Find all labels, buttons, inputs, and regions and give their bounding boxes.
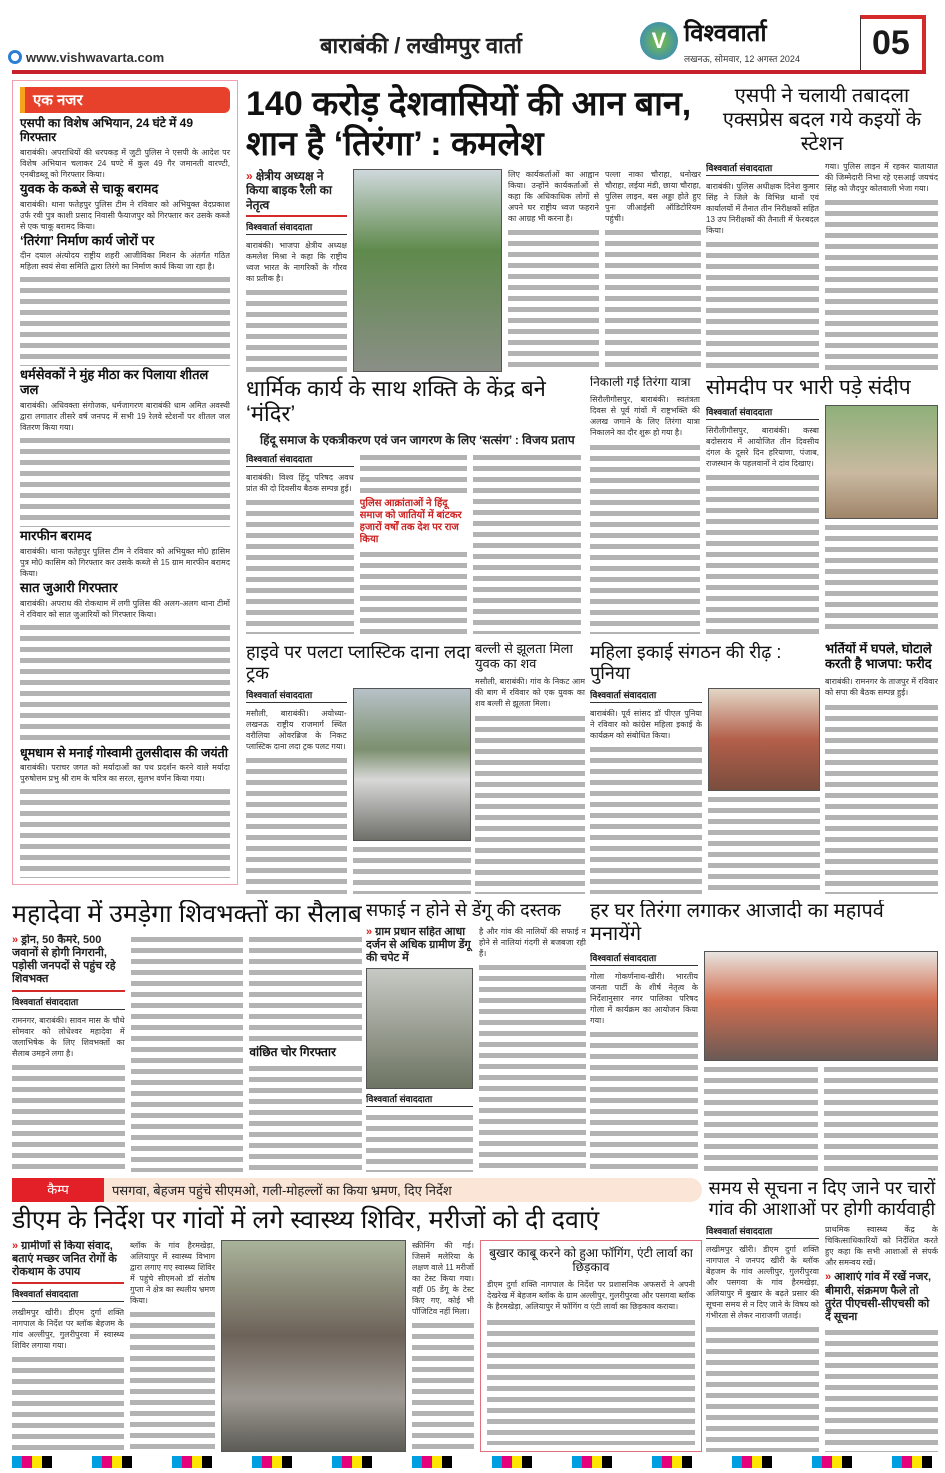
dangal-story	[706, 376, 938, 634]
lead-text: मसौली, बाराबंकी। अयोध्या-लखनऊ राष्ट्रीय राजमार्ग स्थित वरौलिया ओवरब्रिज के निकट प्लास्टिक दाना लदा ट्रक पलट गया।	[246, 709, 347, 752]
headline: सफाई न होने से डेंगू की दस्तक	[366, 900, 561, 920]
body-text-lines	[479, 962, 586, 1172]
byline: विश्ववार्ता संवाददाता	[246, 452, 354, 467]
mahadeva-story	[12, 900, 362, 1172]
chevron-icon: »	[366, 925, 373, 938]
body-text-lines	[487, 1317, 695, 1445]
headline: हाइवे पर पलटा प्लास्टिक दाना लदा ट्रक	[246, 642, 471, 683]
lead-text: मसौली, बाराबंकी। गांव के निकट आम की बाग में रविवार को एक युवक का शव बल्ली से झूलता मिला।	[475, 676, 585, 708]
body-text-lines	[825, 702, 938, 894]
headline: बल्ली से झूलता मिला युवक का शव	[475, 642, 573, 671]
kicker: आशाएं गांव में रखें नजर, बीमारी, संक्रमण फैले तो तुरंत पीएचसी-सीएचसी को दें सूचना	[825, 1271, 932, 1323]
brief-text: दीन दयाल अंत्योदय राष्ट्रीय शहरी आजीविका मिशन के अंतर्गत गठित महिला स्वयं सेवा समिति द्वारा तिरंगे का निर्माण कार्य किया जा रहा है।	[20, 251, 230, 272]
brief-title: मारफीन बरामद	[20, 527, 92, 543]
lead-text: डीएम दुर्गा शक्ति नागपाल के निर्देश पर प्रशासनिक अफसरों ने अपनी देखरेख में बेहजम ब्लॉक के ग्राम अल्लीपुर, गुलरीपुरवा और पसगवा ब्लॉक के हैरमखेड़ा, अलियापुर में फॉगिंग व एंटी लार्वा का छिड़काव कराया।	[487, 1280, 695, 1312]
body-text-lines	[20, 274, 230, 366]
bjp-meeting-photo	[704, 951, 938, 1061]
brief-title: ‘तिरंगा’ निर्माण कार्य जोरों पर	[20, 232, 155, 248]
brief-title: धूमधाम से मनाई गोस्वामी तुलसीदास की जयंती	[20, 745, 229, 760]
body-text-lines	[246, 287, 347, 372]
tiranga-yatra-story	[590, 376, 700, 634]
lead-text: सिरौलीगौसपुर, बाराबंकी। स्वतंत्रता दिवस से पूर्व गांवों में राष्ट्रभक्ति की अलख जगाने के लिए तिरंगा यात्रा निकालने का दौर शुरू हो गया है।	[590, 394, 700, 437]
lead-text: बाराबंकी। पूर्व सांसद डॉ पीएल पुनिया ने रविवार को कांग्रेस महिला इकाई के कार्यक्रम को संबोधित किया।	[590, 709, 702, 741]
chevron-icon: »	[12, 1239, 19, 1252]
print-color-bar	[12, 1456, 938, 1468]
lead-story	[246, 84, 701, 372]
headline: महादेवा में उमड़ेगा शिवभक्तों का सैलाब	[12, 900, 362, 928]
byline: विश्ववार्ता संवाददाता	[706, 161, 819, 176]
web-icon	[8, 50, 22, 64]
kicker: ड्रोन, 50 कैमरे, 500 जवानों से होगी निगरानी, पड़ोसी जनपदों से पहुंच रहे शिवभक्त	[12, 933, 116, 986]
camp-section	[12, 1178, 702, 1452]
body-text-lines	[249, 1063, 362, 1172]
body-text-lines	[366, 1112, 473, 1172]
lead-text: है और गांव की नालियों की सफाई न होने से नालियां गंदगी से बजबजा रही हैं।	[479, 926, 586, 958]
header-rule	[12, 70, 926, 74]
headline: समय से सूचना न दिए जाने पर चारों गांव की आशाओं पर होगी कार्यवाही	[708, 1178, 936, 1219]
har-ghar-tiranga-story	[590, 900, 938, 1172]
brief-text: बाराबंकी। अधिवक्ता संगोजक, धर्मजागरण बाराबंकी धाम अमित अवस्थी द्वारा लगातार तीसरे वर्ष जनपद में सभी 19 रेलवे स्टेशनों पर शीतल जल वितरण किया गया।	[20, 401, 230, 433]
body-text-lines	[475, 713, 585, 894]
byline: विश्ववार्ता संवाददाता	[366, 1092, 473, 1107]
body-text-lines	[706, 239, 819, 372]
logo-text: विश्ववार्ता	[684, 20, 767, 47]
bharti-story	[825, 642, 938, 894]
masthead	[0, 0, 945, 76]
body-text-lines	[508, 227, 599, 372]
body-text-lines	[360, 549, 468, 634]
body-text-lines	[590, 744, 702, 894]
headline: एसपी ने चलायी तबादला एक्सप्रेस बदल गये कइयों के स्टेशन	[722, 85, 922, 155]
headline: महिला इकाई संगठन की रीढ़ : पुनिया	[590, 642, 782, 683]
body-text-lines	[246, 497, 354, 634]
divider	[246, 215, 347, 217]
brief-title: एसपी का विशेष अभियान, 24 घंटे में 49 गिरफ्तार	[20, 116, 193, 144]
byline: विश्ववार्ता संवाददाता	[12, 995, 125, 1010]
headline: भर्तियों में घपले, घोटाले करती है भाजपा: फरीद	[825, 642, 932, 671]
mahila-story	[590, 642, 820, 894]
headline: धार्मिक कार्य के साथ शक्ति के केंद्र बने ‘मंदिर’	[246, 376, 546, 427]
body-text-lines	[605, 227, 701, 372]
lead-text: लखीमपुर खीरी। डीएम दुर्गा शक्ति नागपाल के निर्देश पर ब्लॉक बेहजम के गांव अल्लीपुर, गुलरीपुरवा में स्वास्थ्य शिविर लगाया गया।	[12, 1308, 124, 1351]
page-number: 05	[872, 24, 910, 62]
brief-title: धर्मसेवकों ने मुंह मीठा कर पिलाया शीतल जल	[20, 367, 209, 398]
meeting-photo	[708, 688, 820, 790]
dateline: लखनऊ, सोमवार, 12 अगस्त 2024	[684, 54, 800, 64]
camp-village-photo	[221, 1240, 406, 1452]
lead-text: बाराबंकी। भाजपा क्षेत्रीय अध्यक्ष कमलेश मिश्रा ने कहा कि राष्ट्रीय ध्वज भारत के नागरिकों के गौरव का प्रतीक है।	[246, 241, 347, 284]
asha-story	[706, 1178, 938, 1452]
brief-title: युवक के कब्जे से चाकू बरामद	[20, 180, 159, 196]
body-found-story	[475, 642, 585, 894]
fogging-box	[480, 1240, 702, 1452]
lead-headline: 140 करोड़ देशवासियों की आन बान, शान है ‘तिरंगा’ : कमलेश	[246, 85, 692, 163]
section-title: बाराबंकी / लखीमपुर वार्ता	[320, 33, 522, 58]
body-text-lines	[825, 197, 938, 372]
brief-text: बाराबंकी। थाना फतेहपुर पुलिस टीम ने रविवार को अभियुक्त मो0 हासिम पुत्र मो0 कासिम को गिरफ्तार कर उसके कब्जे से 15 ग्राम मारफीन बरामद किया।	[20, 546, 230, 578]
byline: विश्ववार्ता संवाददाता	[706, 1224, 819, 1239]
body-text-lines	[590, 442, 700, 634]
drain-photo	[366, 968, 473, 1089]
brief-title: सात जुआरी गिरफ्तार	[20, 579, 118, 595]
body-text-lines	[360, 452, 468, 495]
brief-text: बाराबंकी। पराचर जगत को मर्यादाओं का पथ प्रदर्शन करने वाले मर्यादा पुरुषोत्तम प्रभु श्री राम के चरित्र का सरल, सुलभ वर्णन किया गया।	[20, 763, 230, 784]
chevron-icon: »	[246, 169, 253, 183]
ek-najar-label: एक नजर	[20, 87, 230, 113]
body-text-lines	[130, 1309, 215, 1452]
body-text-lines	[12, 1062, 125, 1173]
overturned-truck-photo	[353, 688, 472, 840]
truck-story	[246, 642, 471, 894]
col3-text: स्क्रीनिंग की गई। जिसमें मलेरिया के लक्षण वाले 11 मरीजों का टेस्ट किया गया। वहीं 05 डेंगू के टेस्ट किए गए, कोई भी पॉजिटिव नहीं मिला।	[412, 1240, 474, 1316]
lead-text: लखीमपुर खीरी। डीएम दुर्गा शक्ति नागपाल ने जनपद खीरी के ब्लॉक बेहजम के गांव अल्लीपुर, गुलरीपुरवा और पसगवा के गांव हैरमखेड़ा, अलियापुर में बुखार के बढ़ते प्रसार की सूचना समय से न दिए जाने के विषय को गंभीरता से लेकर नाराजगी जताई।	[706, 1245, 819, 1321]
bike-rally-photo	[353, 169, 502, 372]
byline: विश्ववार्ता संवाददाता	[246, 220, 347, 235]
chevron-icon: »	[825, 1271, 832, 1284]
lead-text: बाराबंकी। पुलिस अधीक्षक दिनेश कुमार सिंह ने जिले के विभिन्न थानों एवं कार्यालयों में तैनात तीन निरीक्षकों सहित 13 उप निरीक्षकों की तैनाती में फेरबदल किया।	[706, 182, 819, 235]
website-link[interactable]: www.vishwavarta.com	[26, 50, 165, 65]
body-text-lines	[473, 452, 581, 634]
brief-text: बाराबंकी। थाना फतेहपुर पुलिस टीम ने रविवार को अभियुक्त वेदप्रकाश उर्फ रवी पुत्र काशी प्रसाद निवासी फैयाजपुर को गिरफ्तार कर उसके कब्जे से एक चाकू बरामद किया।	[20, 199, 230, 231]
wrestling-photo	[825, 405, 938, 519]
body-text-lines	[706, 1324, 819, 1452]
brief-text: बाराबंकी। अपराधियों की धरपकड़ में जुटी पुलिस ने एसपी के आदेश पर विशेष अभियान चलाकर 24 घण्टे में कुल 49 गैर जमानती वारण्टी, एनबीडब्लू को गिरफ्तार किया।	[20, 147, 230, 179]
chevron-icon: »	[12, 933, 19, 946]
body-text-lines	[20, 622, 230, 744]
headline: निकाली गई तिरंगा यात्रा	[590, 376, 691, 389]
subhead: वांछित चोर गिरफ्तार	[249, 1044, 336, 1059]
logo-icon: V	[640, 22, 678, 60]
kicker: क्षेत्रीय अध्यक्ष ने किया बाइक रैली का नेतृत्व	[246, 169, 332, 212]
body-text-lines	[706, 472, 819, 634]
camp-banner-text: पसगवा, बेहजम पहुंचे सीएमओ, गली-मोहल्लों का किया भ्रमण, दिए निर्देश	[112, 1183, 452, 1198]
byline: विश्ववार्ता संवाददाता	[590, 951, 698, 966]
col2-text: गया। पुलिस लाइन में रहकर यातायात की जिम्मेदारी निभा रहे एसआई जयचंद सिंह को जैदपुर कोतवाली भेजा गया।	[825, 162, 938, 193]
body-text-lines	[12, 1354, 124, 1452]
headline: बुखार काबू करने को हुआ फॉगिंग, एंटी लार्वा का छिड़काव	[489, 1245, 693, 1274]
lead-text: बाराबंकी। विश्व हिंदू परिषद अवध प्रांत की दो दिवसीय बैठक सम्पन्न हुई।	[246, 472, 354, 493]
body-text-lines	[249, 934, 362, 1043]
body-text-lines	[20, 435, 230, 527]
body-text-lines	[353, 844, 472, 894]
col2-text: प्राथमिक स्वास्थ्य केंद्र के चिकित्साधिकारियों को निर्देशित करते हुए कहा कि सभी आशाओं से संपर्क और समन्वय रखें।	[825, 1225, 938, 1268]
body-text-lines	[704, 1064, 818, 1172]
col3-text: पल्ला नाका चौराहा, धनोखर चौराहा, लईया मंडी, छाया चौराहा, पुलिस लाइन, बस अड्डा होते हुए पुनः जीआईसी ऑडिटोरियम पहुंची।	[605, 170, 701, 223]
kicker: ग्राम प्रधान सहित आधा दर्जन से अधिक ग्रामीण डेंगू की चपेट में	[366, 925, 471, 965]
body-text-lines	[246, 755, 347, 894]
subhead: हिंदू समाज के एकत्रीकरण एवं जन जागरण के लिए ‘सत्संग’ : विजय प्रताप	[260, 432, 575, 447]
headline: सोमदीप पर भारी पड़े संदीप	[706, 376, 911, 399]
headline: हर घर तिरंगा लगाकर आजादी का महापर्व मनायेंगे	[590, 900, 884, 945]
body-text-lines	[708, 794, 820, 894]
body-text-lines	[824, 1064, 938, 1172]
body-text-lines	[412, 1320, 474, 1452]
byline: विश्ववार्ता संवाददाता	[246, 688, 347, 703]
body-text-lines	[590, 1029, 698, 1172]
divider	[12, 990, 125, 992]
pull-quote: पुलिस आक्रांताओं ने हिंदू समाज को जातियों में बांटकर हजारों वर्षों तक देश पर राज किया	[359, 497, 462, 545]
camp-tag: कैम्प	[12, 1178, 104, 1202]
body-text-lines	[131, 934, 244, 1172]
dengue-story	[366, 900, 586, 1172]
lead-text: बाराबंकी। रामनगर के ताजपुर में रविवार को सपा की बैठक सम्पन्न हुई।	[825, 676, 938, 697]
col2-text: लिए कार्यकर्ताओं का आह्वान किया। उन्होंने कार्यकर्ताओं से कहा कि अधिकाधिक लोगों से अपने घर राष्ट्रीय ध्वज फहराने का आग्रह भी करना है।	[508, 170, 599, 223]
body-text-lines	[825, 1327, 938, 1452]
ek-najar-box	[12, 80, 238, 885]
camp-headline: डीएम के निर्देश पर गांवों में लगे स्वास्थ्य शिविर, मरीजों को दी दवाएं	[12, 1206, 600, 1234]
lead-text: गोला गोकर्णनाथ-खीरी। भारतीय जनता पार्टी के शीर्ष नेतृत्व के निर्देशानुसार नगर पालिका परिषद गोला में कार्यक्रम का आयोजन किया गया।	[590, 972, 698, 1025]
kicker: ग्रामीणों से किया संवाद, बताएं मच्छर जनित रोगों के रोकथाम के उपाय	[12, 1239, 117, 1279]
col2-text: ब्लॉक के गांव हैरमखेड़ा, अलियापुर में स्वास्थ्य विभाग द्वारा लगाए गए स्वास्थ्य शिविर में पहुंचे सीएमओ डॉ संतोष गुप्ता ने क्षेत्र का स्थलीय भ्रमण किया।	[130, 1240, 215, 1305]
mandir-story	[246, 376, 581, 634]
divider	[12, 1282, 124, 1284]
byline: विश्ववार्ता संवाददाता	[706, 405, 819, 420]
body-text-lines	[20, 786, 230, 878]
byline: विश्ववार्ता संवाददाता	[590, 688, 702, 703]
lead-text: सिरौलीगौसपुर, बाराबंकी। कस्बा बदोसराय में आयोजित तीन दिवसीय दंगल के दूसरे दिन हरियाणा, पंजाब, राजस्थान के पहलवानों ने दांव दिखाए।	[706, 426, 819, 469]
sp-transfer-story	[706, 84, 938, 372]
camp-banner	[12, 1178, 702, 1202]
brief-text: बाराबंकी। अपराध की रोकथाम में लगी पुलिस की अलग-अलग थाना टीमों ने रविवार को सात जुआरियों को गिरफ्तार किया।	[20, 598, 230, 619]
byline: विश्ववार्ता संवाददाता	[12, 1287, 124, 1302]
body-text-lines	[825, 522, 938, 634]
lead-text: रामनगर, बाराबंकी। सावन मास के चौथे सोमवार को लोधेश्वर महादेवा में जलाभिषेक के लिए शिवभक्तों का सैलाब उमड़ने लगा है।	[12, 1015, 125, 1058]
